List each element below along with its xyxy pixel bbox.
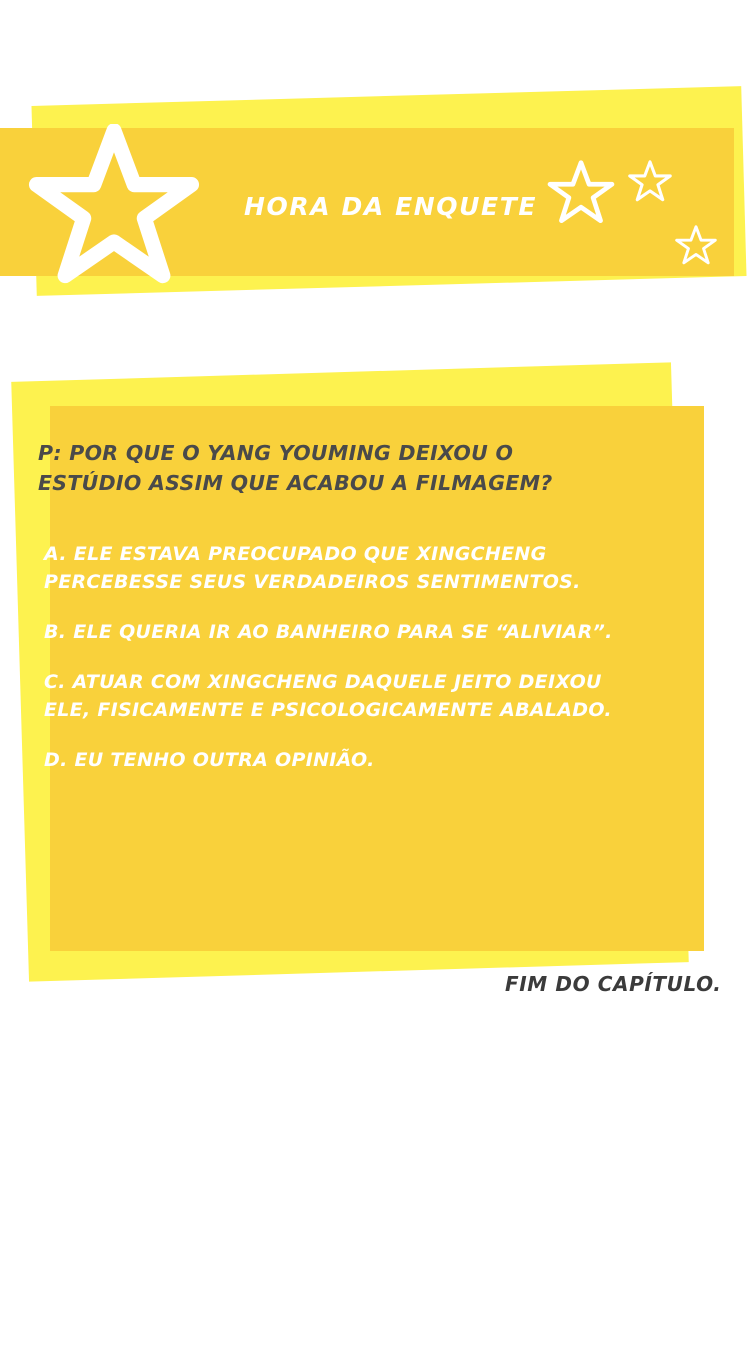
star-icon-small (628, 160, 672, 202)
star-icon-medium (547, 160, 615, 224)
poll-option-d[interactable]: D. EU TENHO OUTRA OPINIÃO. (44, 749, 375, 771)
poll-option-b[interactable]: B. ELE QUERIA IR AO BANHEIRO PARA SE “ALIVIAR”. (44, 621, 613, 643)
chapter-end-note: FIM DO CAPÍTULO. (505, 972, 722, 996)
header-banner (0, 0, 750, 330)
poll-option-a[interactable]: A. ELE ESTAVA PREOCUPADO QUE XINGCHENG PERCEBESSE SEUS VERDADEIROS SENTIMENTOS. (44, 543, 581, 593)
star-icon-large (14, 124, 214, 284)
star-icon-small-2 (675, 225, 717, 265)
banner-title: HORA DA ENQUETE (244, 192, 538, 221)
poll-options-list (44, 540, 634, 796)
poll-option-c[interactable]: C. ATUAR COM XINGCHENG DAQUELE JEITO DEIXOU ELE, FISICAMENTE E PSICOLOGICAMENTE ABALADO. (44, 671, 612, 721)
poll-card (0, 360, 750, 1010)
poll-question: P: POR QUE O YANG YOUMING DEIXOU O ESTÚDIO ASSIM QUE ACABOU A FILMAGEM? (38, 441, 553, 495)
